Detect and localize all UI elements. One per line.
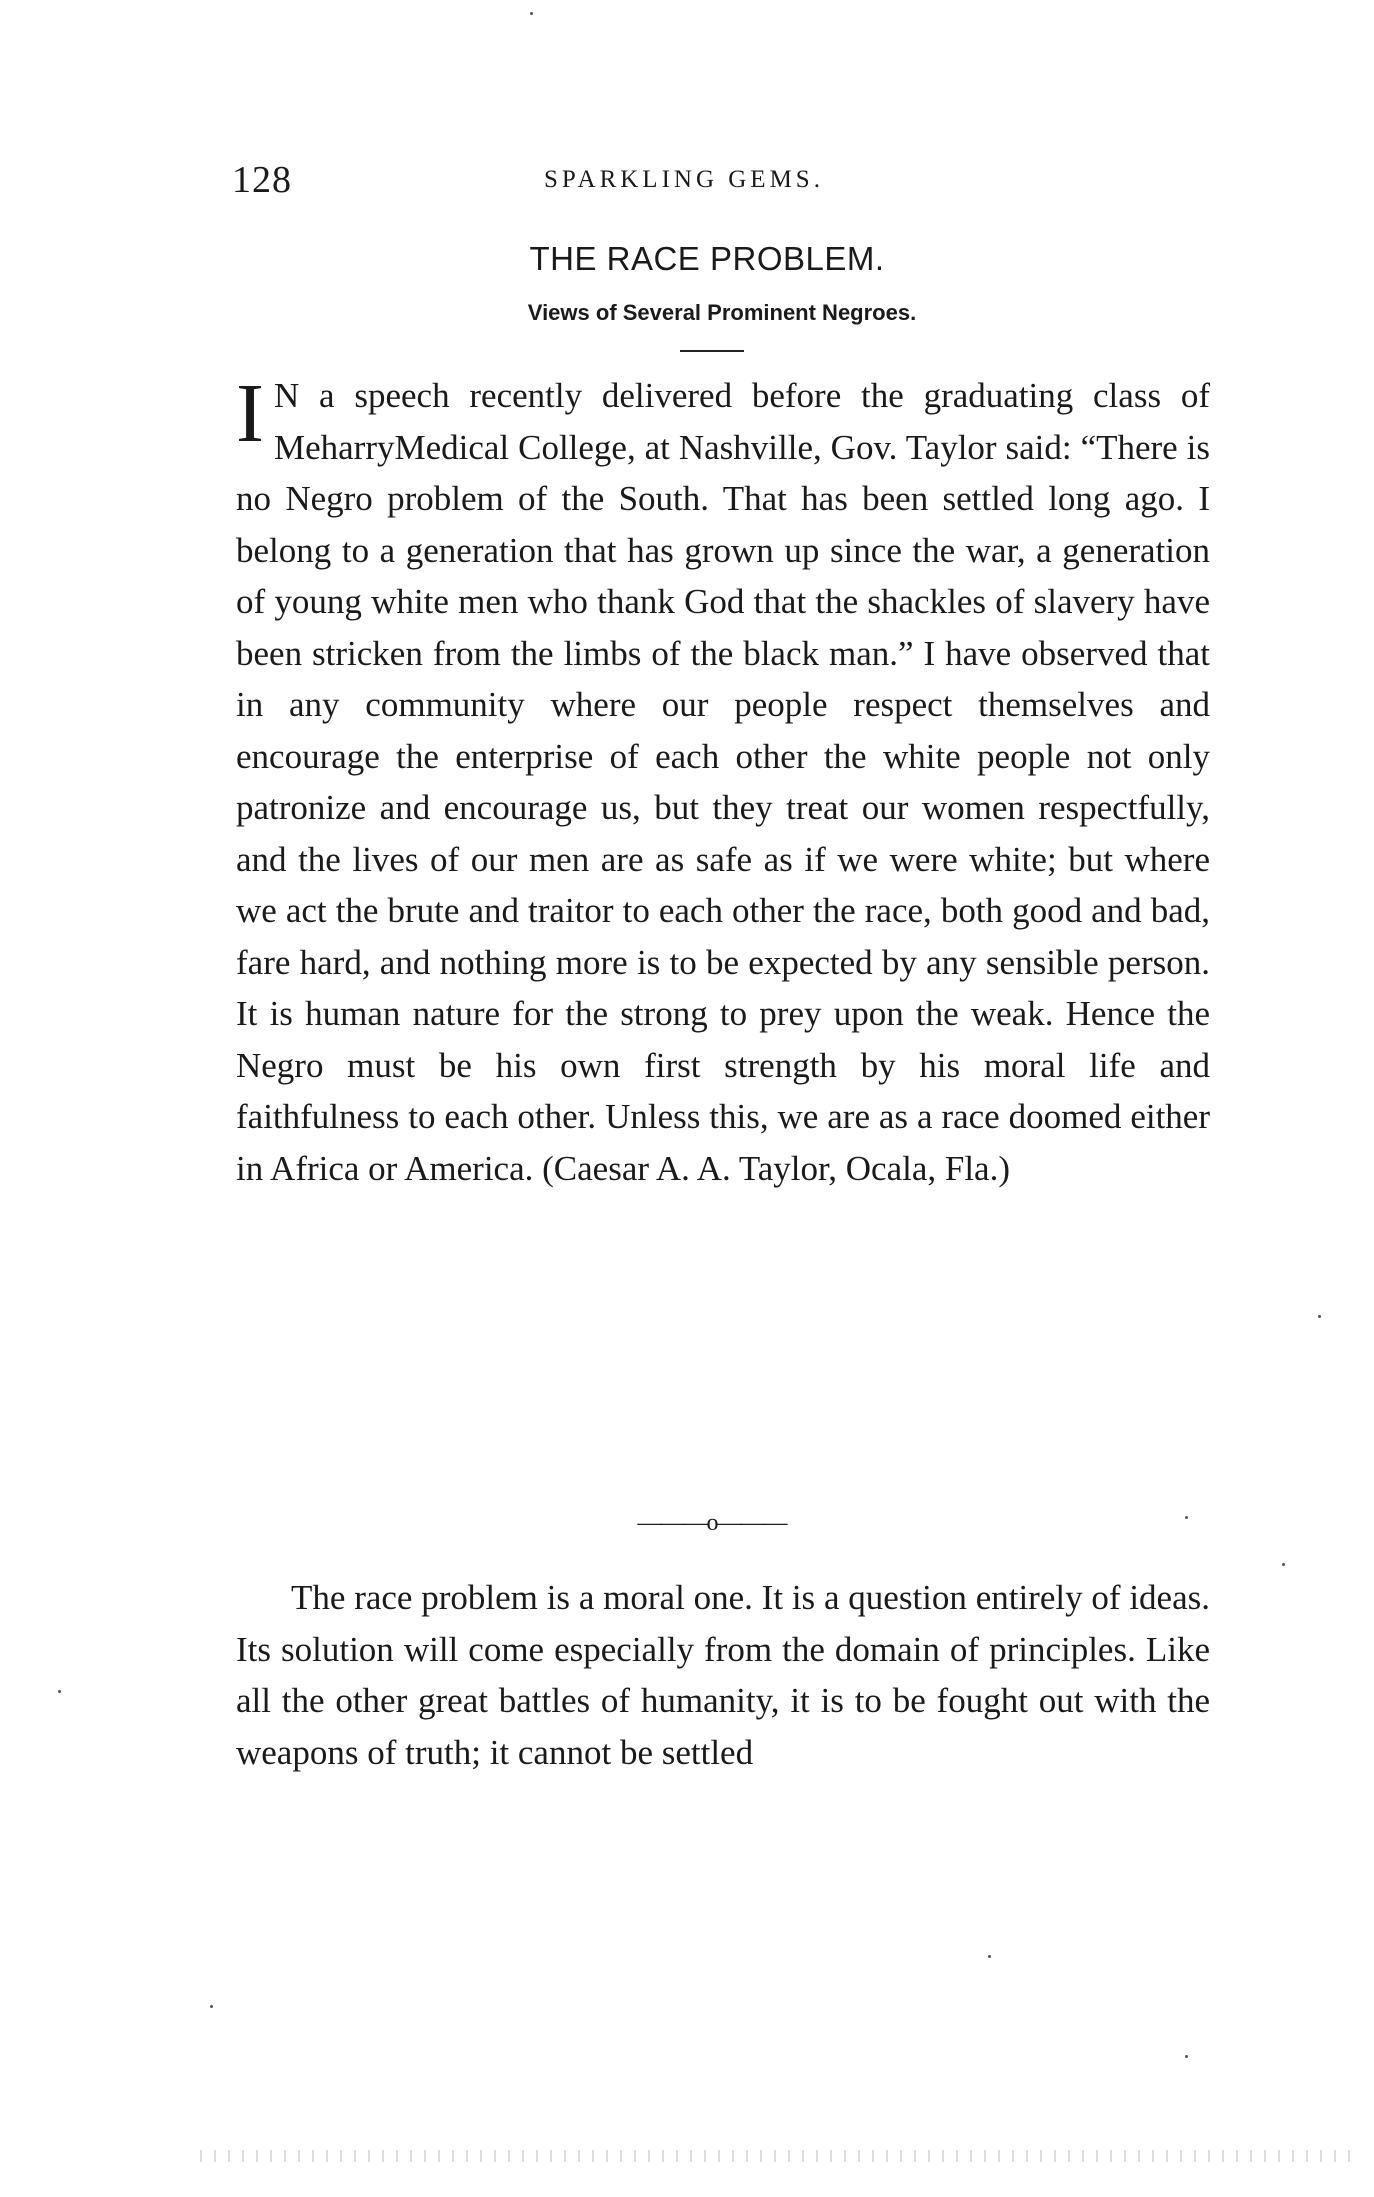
scan-speck bbox=[58, 1690, 61, 1693]
chapter-subtitle: Views of Several Prominent Negroes. bbox=[527, 300, 917, 325]
paragraph-1-text: N a speech recently delivered before the graduating class of MeharryMedical College, at Nashville, Gov. Taylor said: “There is no Negro problem of the South. That has been settled long ago. I belong to a generation that has grown up since the war, a generation of young white men who thank God that the shackles of slavery have been stricken from the limbs of the black man.” I have observed that in any community where our people respect themselves and encourage the enterprise of each other the white people not only patronize and encourage us, but they treat our women respectfully, and the lives of our men are as safe as if we were white; but where we act the brute and traitor to each other the race, both good and bad, fare hard, and nothing more is to be expected by any sensible person. It is human nature for the strong to prey upon the weak. Hence the Negro must be his own first strength by his moral life and faithfulness to each other. Unless this, we are as a race doomed either in Africa or America. (Caesar A. A. Taylor, Ocala, Fla.) bbox=[236, 376, 1210, 1188]
page-number: 128 bbox=[232, 159, 292, 201]
drop-cap: I bbox=[236, 367, 264, 460]
scan-noise bbox=[200, 2150, 1350, 2162]
scan-speck bbox=[210, 2005, 213, 2008]
paragraph-1 bbox=[236, 367, 1210, 1194]
title-rule bbox=[680, 350, 744, 352]
scan-speck bbox=[1185, 2055, 1188, 2058]
chapter-title: THE RACE PROBLEM. bbox=[529, 240, 885, 277]
scan-speck bbox=[1282, 1563, 1285, 1566]
running-title: SPARKLING GEMS. bbox=[544, 166, 824, 193]
scan-speck bbox=[530, 12, 533, 15]
scan-speck bbox=[1318, 1315, 1321, 1318]
section-separator: ———o——— bbox=[637, 1510, 787, 1536]
scan-speck bbox=[1185, 1516, 1188, 1519]
running-head bbox=[232, 158, 1207, 208]
scan-speck bbox=[988, 1955, 991, 1958]
paragraph-2: The race problem is a moral one. It is a question entirely of ideas. Its solution will come especially from the domain of principles. Like all the other great battles of humanity, it is to be fought out with the weapons of truth; it cannot be settled bbox=[236, 1578, 1210, 1772]
